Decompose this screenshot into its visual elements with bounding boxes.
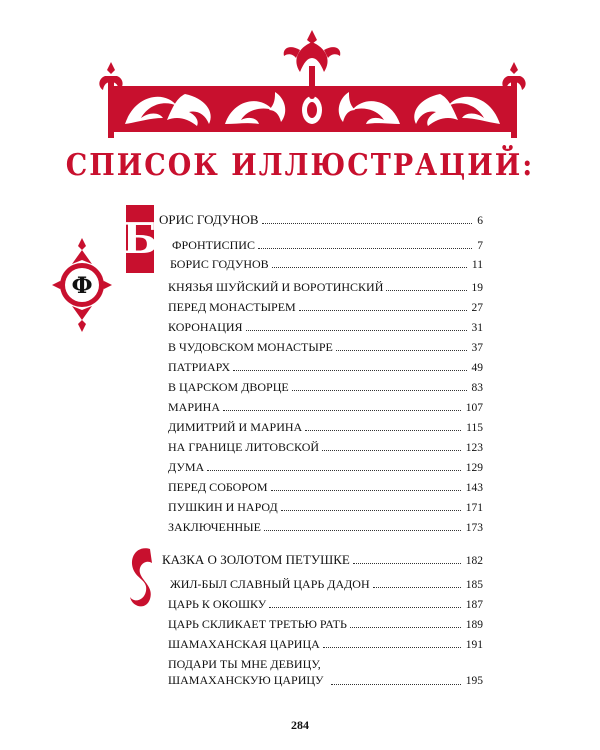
- toc-entry[interactable]: [168, 340, 483, 355]
- svg-text:Б: Б: [122, 214, 158, 263]
- toc-page-number: 49: [471, 362, 483, 374]
- toc-page-number: 6: [477, 215, 483, 227]
- leader-dots: [299, 310, 467, 311]
- toc-page-number: 187: [465, 599, 483, 611]
- toc-entry[interactable]: [168, 500, 483, 515]
- page-title: СПИСОК ИЛЛЮСТРАЦИЙ:: [65, 148, 535, 183]
- toc-entry[interactable]: [168, 360, 483, 375]
- toc-page-number: 7: [477, 240, 483, 252]
- toc-entry[interactable]: [168, 300, 483, 315]
- drop-cap-s: [128, 545, 156, 615]
- leader-dots: [323, 647, 461, 648]
- toc-entry-title: БОРИС ГОДУНОВ: [170, 257, 269, 271]
- toc-entry-title: ЦАРЬ СКЛИКАЕТ ТРЕТЬЮ РАТЬ: [168, 617, 347, 631]
- leader-dots: [322, 450, 461, 451]
- leader-dots: [350, 627, 461, 628]
- toc-entry[interactable]: [168, 520, 483, 535]
- leader-dots: [373, 587, 461, 588]
- toc-entry[interactable]: [172, 238, 483, 253]
- toc-entry[interactable]: [168, 380, 483, 395]
- page-number: 284: [291, 718, 309, 732]
- leader-dots: [233, 370, 466, 371]
- leader-dots: [353, 563, 461, 564]
- toc-page-number: 123: [465, 442, 483, 454]
- toc-page-number: 143: [465, 482, 483, 494]
- toc-entry-title: ДИМИТРИЙ И МАРИНА: [168, 420, 303, 434]
- toc-page-number: 173: [465, 522, 483, 534]
- toc-entry[interactable]: [168, 280, 483, 295]
- toc-page-number: 182: [465, 555, 483, 567]
- toc-entry-title: НА ГРАНИЦЕ ЛИТОВСКОЙ: [168, 440, 320, 454]
- toc-entry[interactable]: [168, 420, 483, 435]
- toc-section-heading[interactable]: [159, 213, 483, 228]
- toc-page-number: 191: [465, 639, 483, 651]
- toc-entry[interactable]: [168, 656, 483, 688]
- leader-dots: [223, 410, 461, 411]
- leader-dots: [336, 350, 467, 351]
- leader-dots: [292, 390, 467, 391]
- toc-entry-title: ФРОНТИСПИС: [172, 238, 255, 252]
- svg-text:Ф: Ф: [71, 273, 93, 299]
- leader-dots: [305, 430, 461, 431]
- toc-page-number: 189: [465, 619, 483, 631]
- toc-page-number: 19: [471, 282, 483, 294]
- toc-page-number: 27: [471, 302, 483, 314]
- leader-dots: [281, 510, 461, 511]
- toc-entry-title: ПАТРИАРХ: [168, 360, 231, 374]
- toc-page-number: 185: [465, 579, 483, 591]
- toc-entry[interactable]: [168, 480, 483, 495]
- toc-entry-title: ШАМАХАНСКАЯ ЦАРИЦА: [168, 637, 320, 651]
- toc-entry-title: МАРИНА: [168, 400, 221, 414]
- toc-entry[interactable]: [168, 637, 483, 652]
- toc-page-number: 11: [471, 259, 483, 271]
- toc-page-number: 129: [465, 462, 483, 474]
- toc-section-heading[interactable]: [162, 553, 483, 568]
- toc-entry[interactable]: [170, 577, 483, 592]
- leader-dots: [246, 330, 467, 331]
- leader-dots: [272, 267, 467, 268]
- toc-entry-title: ПОДАРИ ТЫ МНЕ ДЕВИЦУ, ШАМАХАНСКУЮ ЦАРИЦУ: [168, 657, 324, 687]
- toc-entry-title: В ЧУДОВСКОМ МОНАСТЫРЕ: [168, 340, 333, 354]
- toc-entry-title: В ЦАРСКОМ ДВОРЦЕ: [168, 380, 289, 394]
- toc-page-number: 37: [471, 342, 483, 354]
- leader-dots: [271, 490, 461, 491]
- leader-dots: [331, 684, 461, 685]
- toc-entry-title: ПЕРЕД СОБОРОМ: [168, 480, 268, 494]
- leader-dots: [258, 248, 472, 249]
- leader-dots: [269, 607, 460, 608]
- leader-dots: [207, 470, 461, 471]
- toc-entry-title: ЗАКЛЮЧЕННЫЕ: [168, 520, 261, 534]
- toc-entry-title: ПЕРЕД МОНАСТЫРЕМ: [168, 300, 296, 314]
- leader-dots: [386, 290, 466, 291]
- toc-section-title: КАЗКА О ЗОЛОТОМ ПЕТУШКЕ: [162, 552, 350, 567]
- toc-page-number: 115: [466, 422, 483, 434]
- toc-page-number: 83: [471, 382, 483, 394]
- toc-entry[interactable]: [168, 460, 483, 475]
- leader-dots: [264, 530, 461, 531]
- leader-dots: [262, 223, 473, 224]
- toc-entry-title: ПУШКИН И НАРОД: [168, 500, 278, 514]
- toc-entry[interactable]: [168, 440, 483, 455]
- header-ornament-icon: [95, 28, 530, 140]
- toc-entry[interactable]: [168, 320, 483, 335]
- toc-section-title: ОРИС ГОДУНОВ: [159, 212, 259, 227]
- toc-page-number: 31: [471, 322, 483, 334]
- toc-entry-title: КОРОНАЦИЯ: [168, 320, 243, 334]
- toc-page-number: 171: [465, 502, 483, 514]
- side-ornament-icon: [50, 236, 114, 334]
- toc-entry[interactable]: [168, 617, 483, 632]
- toc-page-number: 107: [465, 402, 483, 414]
- toc-entry-title: ЦАРЬ К ОКОШКУ: [168, 597, 267, 611]
- toc-entry[interactable]: [168, 400, 483, 415]
- toc-entry-title: КНЯЗЬЯ ШУЙСКИЙ И ВОРОТИНСКИЙ: [168, 280, 384, 294]
- toc-entry[interactable]: [170, 257, 483, 272]
- toc-entry[interactable]: [168, 597, 483, 612]
- toc-entry-title: ДУМА: [168, 460, 205, 474]
- drop-cap-b: [122, 205, 158, 273]
- toc-page-number: 195: [465, 675, 483, 687]
- toc-entry-title: ЖИЛ-БЫЛ СЛАВНЫЙ ЦАРЬ ДАДОН: [170, 577, 370, 591]
